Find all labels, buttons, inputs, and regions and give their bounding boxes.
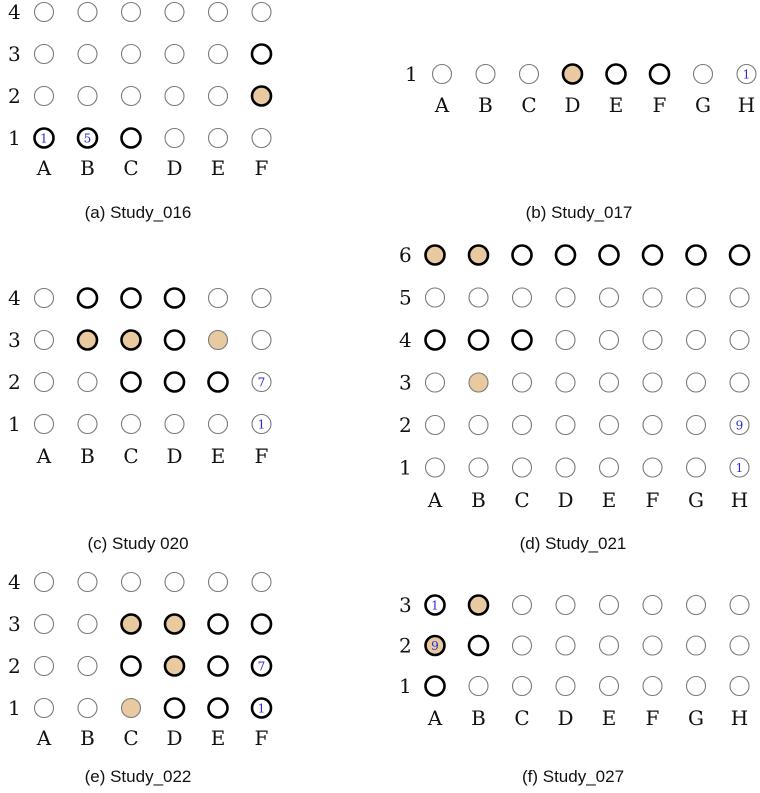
well-circle: [600, 246, 619, 265]
well-circle: [513, 246, 532, 265]
well-circle: [600, 677, 619, 696]
panel-e: [8, 570, 271, 786]
well-circle: [209, 373, 228, 392]
well-circle: [209, 331, 228, 350]
column-label: C: [123, 156, 139, 180]
well-circle: [209, 129, 228, 148]
panel-caption: (c) Study 020: [87, 534, 189, 553]
well-circle: [513, 677, 532, 696]
well-circle: [165, 45, 184, 64]
well-number: 7: [257, 375, 266, 390]
well-circle: [643, 288, 662, 307]
well-circle: [209, 657, 228, 676]
well-circle: [469, 373, 488, 392]
well-circle: [35, 657, 54, 676]
well-circle: [556, 373, 575, 392]
well-circle: [122, 373, 141, 392]
column-label: F: [254, 444, 269, 468]
column-label: B: [471, 488, 486, 512]
well-circle: [209, 415, 228, 434]
well-circle: [122, 45, 141, 64]
column-label: B: [478, 93, 493, 117]
well-circle: [165, 373, 184, 392]
row-label: 2: [399, 633, 412, 658]
column-label: F: [645, 706, 660, 730]
row-label: 3: [8, 42, 21, 66]
column-label: E: [210, 156, 226, 180]
panel-caption: (d) Study_021: [519, 534, 627, 553]
well-circle: [122, 87, 141, 106]
well-number: 1: [257, 417, 266, 432]
column-label: C: [514, 706, 530, 730]
well-circle: [78, 45, 97, 64]
well-circle: [78, 573, 97, 592]
well-circle: [687, 288, 706, 307]
well-circle: [165, 615, 184, 634]
well-circle: [165, 289, 184, 308]
well-circle: [165, 331, 184, 350]
well-circle: [78, 615, 97, 634]
well-circle: [78, 289, 97, 308]
column-label: D: [557, 488, 574, 512]
column-label: B: [471, 706, 486, 730]
well-circle: [426, 373, 445, 392]
well-circle: [122, 573, 141, 592]
well-circle: [600, 331, 619, 350]
panel-caption: (e) Study_022: [84, 767, 192, 786]
well-circle: [476, 65, 495, 84]
well-circle: [730, 636, 749, 655]
panel-caption: (f) Study_027: [521, 767, 625, 786]
column-label: B: [80, 444, 95, 468]
well-circle: [469, 246, 488, 265]
well-number: 1: [431, 598, 439, 613]
well-number: 9: [735, 418, 744, 433]
well-circle: [122, 3, 141, 22]
well-circle: [513, 596, 532, 615]
panel-caption: (b) Study_017: [525, 203, 633, 222]
row-label: 4: [399, 328, 412, 352]
well-circle: [35, 699, 54, 718]
well-circle: [78, 373, 97, 392]
well-circle: [643, 373, 662, 392]
row-label: 1: [8, 126, 21, 150]
well-circle: [209, 45, 228, 64]
row-label: 6: [399, 243, 412, 267]
well-circle: [556, 416, 575, 435]
column-label: F: [645, 488, 660, 512]
row-label: 4: [8, 286, 21, 310]
well-circle: [687, 246, 706, 265]
column-label: E: [210, 444, 226, 468]
well-circle: [643, 596, 662, 615]
well-circle: [165, 129, 184, 148]
well-circle: [513, 636, 532, 655]
well-number: 5: [83, 131, 92, 146]
well-circle: [209, 573, 228, 592]
row-label: 1: [8, 412, 21, 436]
well-circle: [513, 458, 532, 477]
column-label: C: [123, 444, 139, 468]
column-label: A: [36, 156, 52, 180]
column-label: E: [210, 726, 226, 750]
well-circle: [252, 615, 271, 634]
row-label: 1: [405, 62, 418, 86]
column-label: G: [688, 706, 704, 730]
column-label: A: [427, 706, 443, 730]
well-circle: [35, 415, 54, 434]
well-circle: [78, 657, 97, 676]
well-circle: [252, 331, 271, 350]
column-label: G: [695, 93, 711, 117]
row-label: 3: [399, 593, 412, 617]
well-circle: [556, 458, 575, 477]
well-circle: [252, 573, 271, 592]
well-circle: [469, 416, 488, 435]
well-circle: [643, 677, 662, 696]
column-label: B: [80, 726, 95, 750]
well-number: 1: [40, 131, 48, 146]
well-circle: [252, 129, 271, 148]
column-label: D: [166, 726, 183, 750]
column-label: A: [36, 444, 52, 468]
row-label: 1: [399, 674, 412, 698]
well-circle: [433, 65, 452, 84]
column-label: D: [166, 444, 183, 468]
column-label: G: [688, 488, 704, 512]
well-circle: [600, 416, 619, 435]
well-circle: [122, 699, 141, 718]
well-circle: [643, 416, 662, 435]
column-label: A: [427, 488, 443, 512]
panel-f: [399, 593, 749, 786]
well-circle: [35, 87, 54, 106]
well-circle: [556, 596, 575, 615]
well-circle: [469, 596, 488, 615]
well-circle: [469, 458, 488, 477]
well-circle: [600, 458, 619, 477]
well-circle: [165, 3, 184, 22]
column-label: D: [557, 706, 574, 730]
well-circle: [209, 615, 228, 634]
row-label: 4: [8, 570, 21, 594]
column-label: F: [254, 726, 269, 750]
row-label: 3: [8, 328, 21, 352]
column-label: E: [601, 706, 617, 730]
well-circle: [730, 596, 749, 615]
well-circle: [556, 636, 575, 655]
well-circle: [600, 636, 619, 655]
well-circle: [165, 87, 184, 106]
well-circle: [687, 331, 706, 350]
well-circle: [35, 615, 54, 634]
well-circle: [643, 458, 662, 477]
well-circle: [209, 699, 228, 718]
well-circle: [122, 657, 141, 676]
column-label: C: [123, 726, 139, 750]
column-label: E: [608, 93, 624, 117]
row-label: 2: [399, 413, 412, 437]
well-circle: [650, 65, 669, 84]
well-circle: [563, 65, 582, 84]
well-circle: [730, 288, 749, 307]
well-circle: [513, 416, 532, 435]
well-number: 1: [257, 701, 266, 716]
well-circle: [643, 636, 662, 655]
well-circle: [122, 129, 141, 148]
well-circle: [35, 289, 54, 308]
well-circle: [730, 677, 749, 696]
column-label: B: [80, 156, 95, 180]
row-label: 3: [8, 612, 21, 636]
well-circle: [556, 288, 575, 307]
well-circle: [122, 331, 141, 350]
well-circle: [209, 87, 228, 106]
column-label: C: [521, 93, 537, 117]
column-label: H: [730, 488, 749, 512]
well-circle: [252, 3, 271, 22]
well-circle: [35, 3, 54, 22]
well-circle: [35, 373, 54, 392]
panel-d: [399, 243, 749, 553]
well-circle: [513, 288, 532, 307]
well-circle: [730, 331, 749, 350]
well-circle: [600, 596, 619, 615]
well-circle: [165, 657, 184, 676]
row-label: 3: [399, 370, 412, 395]
well-circle: [78, 87, 97, 106]
column-label: E: [601, 488, 617, 512]
well-circle: [426, 246, 445, 265]
well-circle: [687, 416, 706, 435]
well-circle: [687, 677, 706, 696]
panel-b: [405, 62, 756, 222]
panel-caption: (a) Study_016: [84, 203, 192, 222]
row-label: 2: [8, 654, 21, 678]
well-circle: [426, 458, 445, 477]
well-circle: [252, 87, 271, 106]
well-circle: [35, 573, 54, 592]
well-number: 9: [431, 639, 439, 653]
well-circle: [426, 288, 445, 307]
well-circle: [687, 458, 706, 477]
well-circle: [35, 331, 54, 350]
well-number: 1: [742, 67, 751, 82]
well-circle: [520, 65, 539, 84]
well-circle: [513, 331, 532, 350]
well-circle: [643, 331, 662, 350]
well-number: 7: [257, 659, 266, 674]
well-circle: [78, 331, 97, 350]
column-label: H: [737, 93, 756, 117]
column-label: A: [434, 93, 450, 117]
row-label: 2: [8, 370, 21, 394]
well-circle: [469, 677, 488, 696]
well-circle: [687, 596, 706, 615]
row-label: 4: [8, 0, 21, 24]
well-circle: [165, 699, 184, 718]
column-label: H: [730, 706, 749, 730]
well-circle: [687, 636, 706, 655]
well-circle: [426, 331, 445, 350]
well-circle: [122, 289, 141, 308]
well-circle: [78, 699, 97, 718]
well-circle: [165, 573, 184, 592]
well-circle: [607, 65, 626, 84]
column-label: D: [166, 156, 183, 180]
column-label: D: [564, 93, 581, 117]
well-circle: [730, 373, 749, 392]
well-circle: [426, 677, 445, 696]
well-circle: [165, 415, 184, 434]
well-circle: [469, 636, 488, 655]
panel-c: [8, 286, 271, 553]
well-circle: [687, 373, 706, 392]
well-circle: [556, 246, 575, 265]
well-circle: [78, 415, 97, 434]
well-circle: [469, 288, 488, 307]
row-label: 5: [399, 285, 412, 310]
well-circle: [730, 246, 749, 265]
well-circle: [122, 415, 141, 434]
well-circle: [556, 677, 575, 696]
well-circle: [426, 416, 445, 435]
well-circle: [252, 289, 271, 308]
well-circle: [556, 331, 575, 350]
well-circle: [643, 246, 662, 265]
row-label: 1: [399, 455, 412, 480]
well-circle: [600, 288, 619, 307]
row-label: 2: [8, 84, 21, 108]
well-circle: [209, 289, 228, 308]
column-label: C: [514, 488, 530, 512]
row-label: 1: [8, 696, 21, 720]
well-circle: [469, 331, 488, 350]
well-circle: [694, 65, 713, 84]
column-label: F: [254, 156, 269, 180]
well-circle: [600, 373, 619, 392]
panel-a: [8, 0, 271, 222]
well-circle: [122, 615, 141, 634]
well-circle: [35, 45, 54, 64]
well-circle: [78, 3, 97, 22]
well-circle: [209, 3, 228, 22]
column-label: A: [36, 726, 52, 750]
well-circle: [513, 373, 532, 392]
well-circle: [252, 45, 271, 64]
well-number: 1: [735, 461, 744, 475]
column-label: F: [652, 93, 667, 117]
